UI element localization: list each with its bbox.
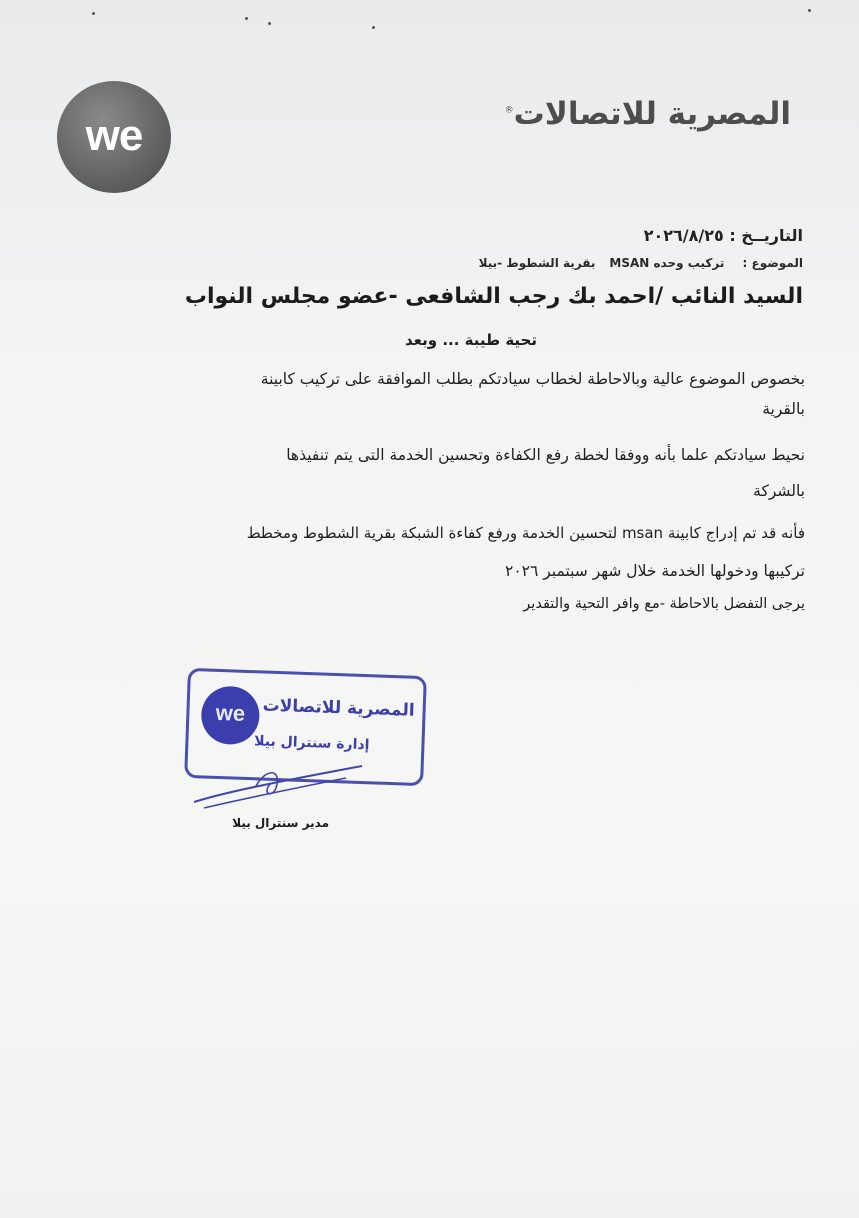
addressee: السيد النائب /احمد بك رجب الشافعى -عضو مجلس النواب (184, 284, 803, 309)
brand-name (505, 96, 791, 132)
signer-title: مدير سنترال بيلا (232, 816, 329, 830)
body-line-5: فأنه قد تم إدراج كابينة msan لتحسين الخدمة ورفع كفاءة الشبكة بقرية الشطوط ومخطط (246, 524, 805, 542)
stamp-brand-name: المصرية للاتصالات (262, 695, 415, 721)
greeting: تحية طيبة ... وبعد (405, 331, 537, 349)
speck (268, 22, 271, 25)
brand-name-text: المصرية للاتصالات (513, 96, 791, 132)
subject-value-1: تركيب وحده MSAN (609, 256, 725, 270)
date-value: ٢٠٢٦/٨/٢٥ (643, 226, 724, 245)
stamp-logo-icon (200, 685, 260, 745)
body-line-6: تركيبها ودخولها الخدمة خلال شهر سبتمبر ٢٠٢٦ (505, 562, 805, 580)
subject-line (479, 256, 803, 270)
subject-label: الموضوع : (742, 256, 803, 270)
we-logo-text: we (85, 111, 143, 160)
speck (372, 26, 375, 29)
signature-stroke-1 (194, 766, 362, 802)
speck (245, 17, 248, 20)
body-line-4: بالشركة (753, 482, 805, 500)
body-line-1: بخصوص الموضوع عالية وبالاحاطة لخطاب سيادتكم بطلب الموافقة على تركيب كابينة (260, 370, 805, 388)
date-label: التاريــخ : (729, 226, 803, 245)
speck (92, 12, 95, 15)
speck (808, 9, 811, 12)
we-logo (57, 81, 171, 193)
date-line (644, 226, 803, 245)
stamp-logo-text: we (215, 699, 246, 726)
body-line-7: يرجى التفضل بالاحاطة -مع وافر التحية والتقدير (523, 596, 805, 612)
body-line-3: نحيط سيادتكم علما بأنه ووفقا لخطة رفع الكفاءة وتحسين الخدمة التى يتم تنفيذها (286, 446, 805, 464)
registered-mark: ® (504, 105, 514, 116)
handwritten-signature (186, 758, 376, 814)
subject-value-2: بقرية الشطوط -بيلا (478, 256, 596, 270)
stamp-department: إدارة سنترال بيلا (253, 733, 370, 754)
body-line-2: بالقرية (762, 400, 805, 418)
